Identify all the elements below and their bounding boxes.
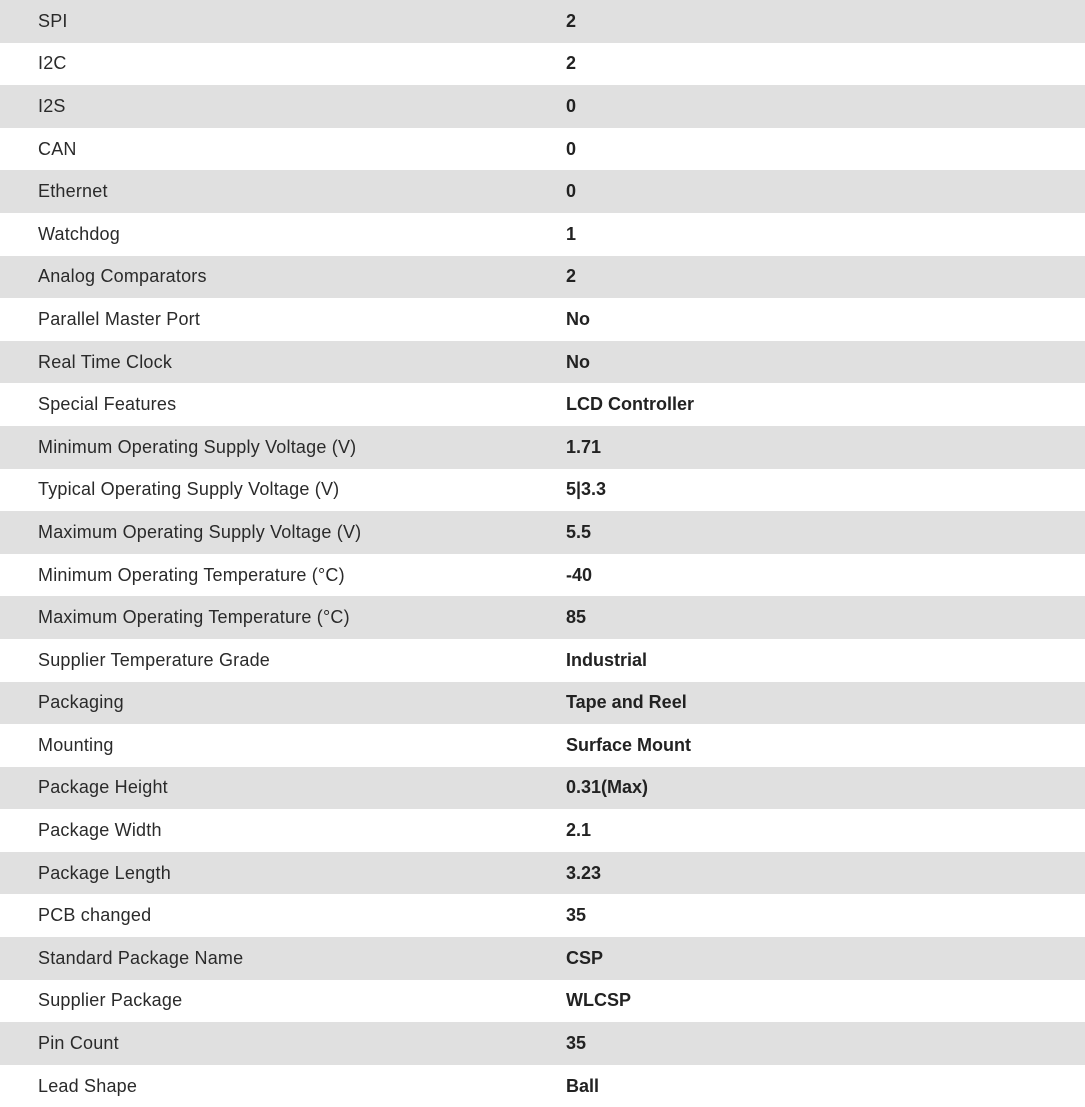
spec-label: Supplier Package: [38, 990, 183, 1011]
spec-label: Maximum Operating Temperature (°C): [38, 607, 350, 628]
spec-row-min-supply-voltage: [0, 426, 1085, 469]
spec-row-standard-package-name: [0, 937, 1085, 980]
spec-row-lead-shape: [0, 1065, 1085, 1107]
spec-value: 0.31(Max): [566, 777, 649, 798]
spec-row-parallel-master-port: [0, 298, 1085, 341]
spec-label: Typical Operating Supply Voltage (V): [38, 479, 340, 500]
spec-row-can: [0, 128, 1085, 171]
spec-row-package-width: [0, 809, 1085, 852]
spec-value: 2.1: [566, 820, 592, 841]
spec-row-i2c: [0, 43, 1085, 86]
spec-row-max-supply-voltage: [0, 511, 1085, 554]
spec-value: 5|3.3: [566, 479, 607, 500]
spec-row-ethernet: [0, 170, 1085, 213]
spec-row-i2s: [0, 85, 1085, 128]
spec-value: Industrial: [566, 649, 648, 670]
spec-row-pcb-changed: [0, 894, 1085, 937]
spec-value: -40: [566, 564, 593, 585]
spec-row-pin-count: [0, 1022, 1085, 1065]
spec-row-package-length: [0, 852, 1085, 895]
spec-label: Maximum Operating Supply Voltage (V): [38, 521, 362, 542]
spec-row-watchdog: [0, 213, 1085, 256]
spec-label: Ethernet: [38, 181, 108, 202]
spec-value: 3.23: [566, 862, 602, 883]
spec-label: Minimum Operating Supply Voltage (V): [38, 436, 357, 457]
spec-label: Packaging: [38, 692, 124, 713]
spec-value: CSP: [566, 947, 604, 968]
spec-value: 5.5: [566, 521, 592, 542]
spec-row-mounting: [0, 724, 1085, 767]
spec-value: 0: [566, 181, 577, 202]
spec-label: Lead Shape: [38, 1075, 138, 1096]
spec-label: Analog Comparators: [38, 266, 207, 287]
spec-label: Parallel Master Port: [38, 308, 201, 329]
spec-value: 2: [566, 53, 577, 74]
spec-row-packaging: [0, 682, 1085, 725]
spec-value: LCD Controller: [566, 394, 694, 415]
spec-label: SPI: [38, 10, 68, 31]
spec-row-special-features: [0, 383, 1085, 426]
spec-label: Mounting: [38, 734, 114, 755]
spec-value: 35: [566, 905, 587, 926]
spec-label: Minimum Operating Temperature (°C): [38, 564, 345, 585]
spec-row-real-time-clock: [0, 341, 1085, 384]
spec-row-typical-supply-voltage: [0, 469, 1085, 512]
spec-value: 85: [566, 607, 587, 628]
spec-value: 1.71: [566, 436, 602, 457]
spec-label: I2S: [38, 95, 66, 116]
spec-value: 35: [566, 1033, 587, 1054]
spec-value: Ball: [566, 1075, 600, 1096]
spec-value: 1: [566, 223, 577, 244]
spec-value: 2: [566, 266, 577, 287]
spec-label: CAN: [38, 138, 77, 159]
spec-label: Standard Package Name: [38, 947, 244, 968]
spec-label: Watchdog: [38, 223, 120, 244]
spec-label: PCB changed: [38, 905, 152, 926]
spec-label: Real Time Clock: [38, 351, 173, 372]
spec-row-analog-comparators: [0, 256, 1085, 299]
spec-row-supplier-temperature-grade: [0, 639, 1085, 682]
spec-value: 0: [566, 138, 577, 159]
spec-row-spi: [0, 0, 1085, 43]
spec-value: No: [566, 308, 590, 329]
spec-value: 2: [566, 10, 577, 31]
spec-label: Supplier Temperature Grade: [38, 649, 270, 670]
spec-label: Special Features: [38, 394, 177, 415]
spec-label: Package Length: [38, 862, 171, 883]
spec-label: Package Height: [38, 777, 168, 798]
spec-label: I2C: [38, 53, 67, 74]
spec-value: WLCSP: [566, 990, 631, 1011]
spec-label: Package Width: [38, 820, 162, 841]
spec-row-max-operating-temperature: [0, 596, 1085, 639]
spec-row-package-height: [0, 767, 1085, 810]
spec-label: Pin Count: [38, 1033, 119, 1054]
spec-value: 0: [566, 95, 577, 116]
spec-row-min-operating-temperature: [0, 554, 1085, 597]
spec-value: No: [566, 351, 590, 372]
spec-value: Tape and Reel: [566, 692, 687, 713]
spec-value: Surface Mount: [566, 734, 692, 755]
spec-row-supplier-package: [0, 980, 1085, 1023]
